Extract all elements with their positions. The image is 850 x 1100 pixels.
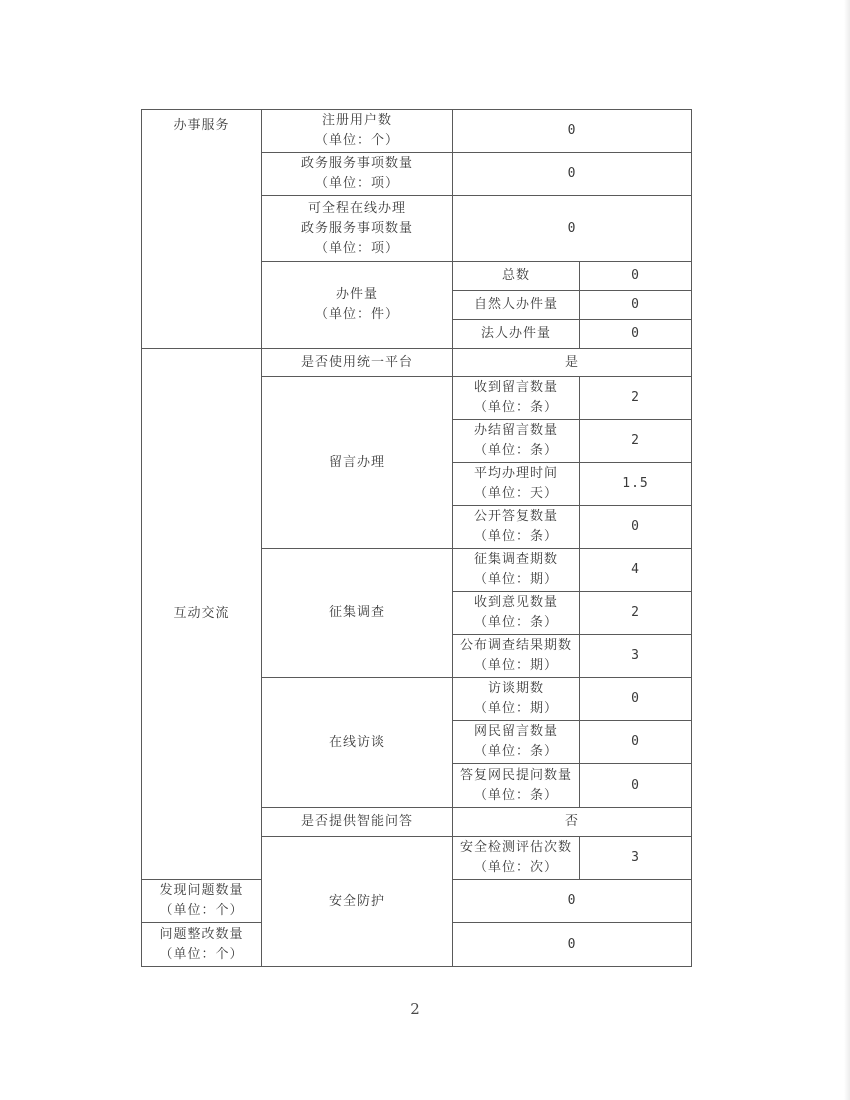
category-services: 办事服务 — [142, 110, 262, 349]
value-registered-users: 0 — [453, 110, 692, 153]
statistics-table — [141, 109, 692, 967]
value-avg-time: 1.5 — [580, 463, 692, 506]
sub-label-legal: 法人办件量 — [453, 320, 580, 349]
row-label-online-items: 可全程在线办理 政务服务事项数量 （单位：项） — [262, 196, 453, 262]
row-label-interview: 在线访谈 — [262, 678, 453, 808]
sub-label-natural: 自然人办件量 — [453, 291, 580, 320]
row-label-service-items: 政务服务事项数量 （单位：项） — [262, 153, 453, 196]
value-netizen-messages: 0 — [580, 721, 692, 764]
table-row — [142, 110, 692, 153]
value-interview-periods: 0 — [580, 678, 692, 721]
row-label-handled: 办件量 （单位：件） — [262, 262, 453, 349]
value-unified-platform: 是 — [453, 349, 692, 377]
sub-label-survey-periods: 征集调查期数 （单位：期） — [453, 549, 580, 592]
row-label-smart-qa: 是否提供智能问答 — [262, 808, 453, 837]
sub-label-completed: 办结留言数量 （单位：条） — [453, 420, 580, 463]
value-handled-total: 0 — [580, 262, 692, 291]
sub-label-public-replies: 公开答复数量 （单位：条） — [453, 506, 580, 549]
value-opinions: 2 — [580, 592, 692, 635]
sub-label-answers: 答复网民提问数量 （单位：条） — [453, 764, 580, 808]
value-issues-fixed: 0 — [453, 923, 692, 967]
value-handled-legal: 0 — [580, 320, 692, 349]
page-edge — [844, 0, 850, 1100]
table-row — [142, 349, 692, 377]
row-label-registered-users: 注册用户数 （单位：个） — [262, 110, 453, 153]
value-survey-results: 3 — [580, 635, 692, 678]
category-security: 安全防护 — [262, 837, 453, 967]
value-answers: 0 — [580, 764, 692, 808]
value-service-items: 0 — [453, 153, 692, 196]
value-handled-natural: 0 — [580, 291, 692, 320]
row-label-issues-fixed: 问题整改数量 （单位：个） — [142, 923, 262, 967]
row-label-issues-found: 发现问题数量 （单位：个） — [142, 880, 262, 923]
category-interaction: 互动交流 — [142, 349, 262, 880]
row-label-survey: 征集调查 — [262, 549, 453, 678]
sub-label-netizen-messages: 网民留言数量 （单位：条） — [453, 721, 580, 764]
value-online-items: 0 — [453, 196, 692, 262]
value-smart-qa: 否 — [453, 808, 692, 837]
sub-label-total: 总数 — [453, 262, 580, 291]
value-completed: 2 — [580, 420, 692, 463]
sub-label-survey-results: 公布调查结果期数 （单位：期） — [453, 635, 580, 678]
sub-label-opinions: 收到意见数量 （单位：条） — [453, 592, 580, 635]
value-public-replies: 0 — [580, 506, 692, 549]
sub-label-avg-time: 平均办理时间 （单位：天） — [453, 463, 580, 506]
value-received: 2 — [580, 377, 692, 420]
value-issues-found: 0 — [453, 880, 692, 923]
row-label-messages: 留言办理 — [262, 377, 453, 549]
value-assessments: 3 — [580, 837, 692, 880]
sub-label-interview-periods: 访谈期数 （单位：期） — [453, 678, 580, 721]
sub-label-received: 收到留言数量 （单位：条） — [453, 377, 580, 420]
row-label-assessments: 安全检测评估次数 （单位：次） — [453, 837, 580, 880]
value-survey-periods: 4 — [580, 549, 692, 592]
row-label-unified-platform: 是否使用统一平台 — [262, 349, 453, 377]
page-number: 2 — [410, 1000, 420, 1018]
